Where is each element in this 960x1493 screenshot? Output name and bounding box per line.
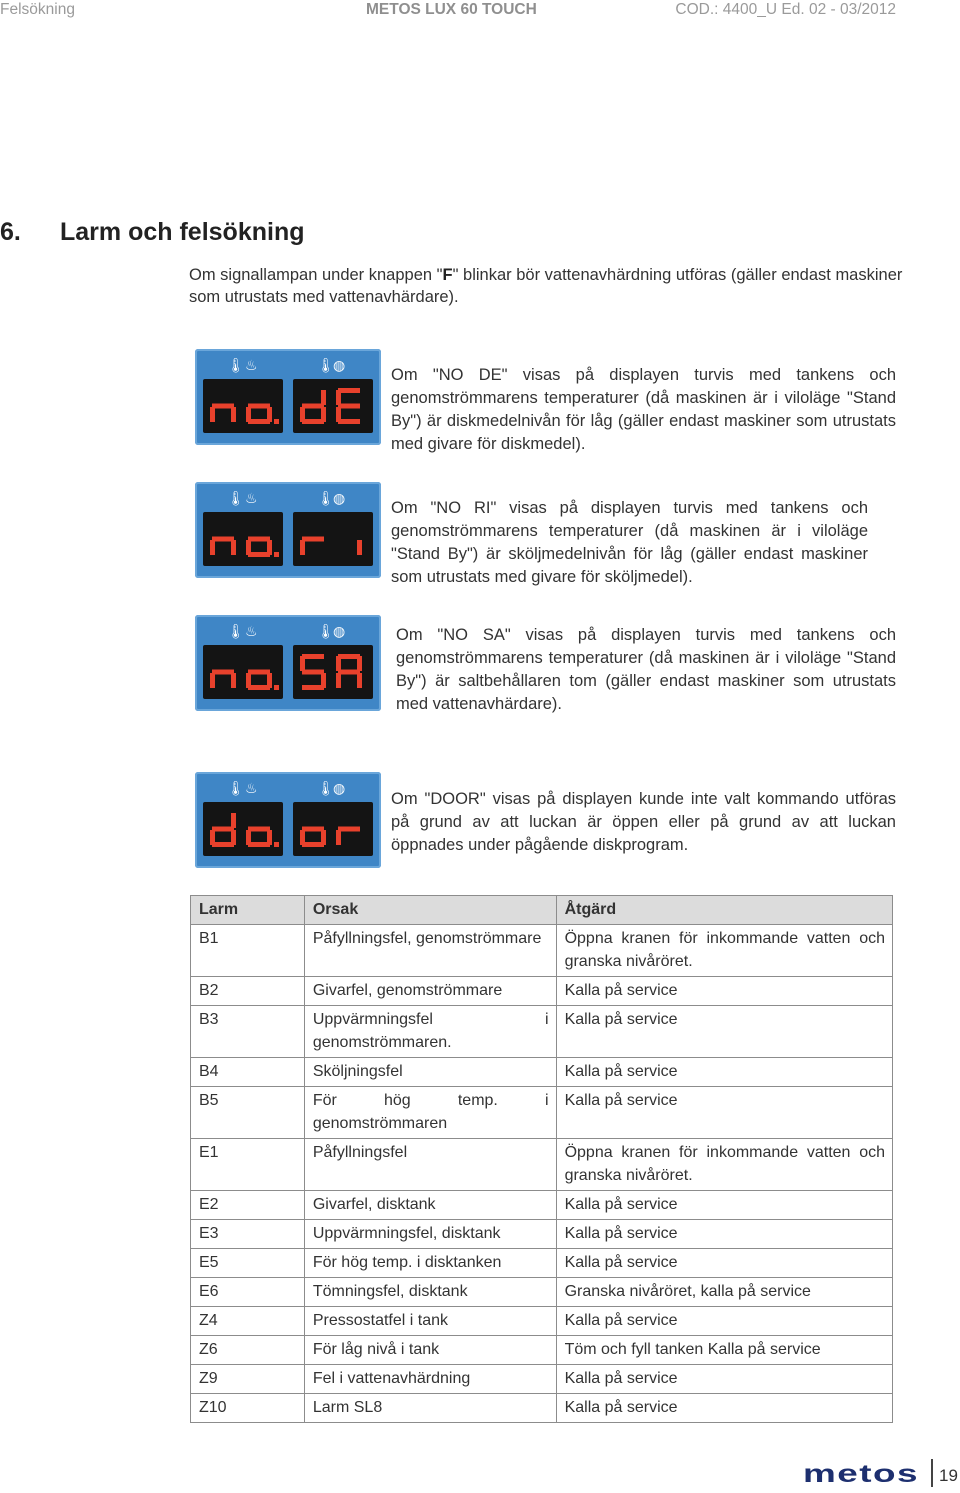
rinse-icon: ◍ [333, 780, 346, 796]
page-number: 19 [939, 1466, 958, 1485]
alarm-action: Kalla på service [556, 1058, 892, 1087]
column-header-alarm: Larm [191, 896, 305, 925]
footer-divider [931, 1459, 933, 1487]
header-code: COD.: 4400_U Ed. 02 - 03/2012 [675, 1, 896, 18]
column-header-cause: Orsak [304, 896, 556, 925]
display-panel-no-ri [195, 482, 381, 578]
table-row [191, 1278, 893, 1307]
alarm-cause: För hög temp. i genomströmmaren [304, 1087, 556, 1139]
table-row [191, 1139, 893, 1191]
segment-display-right [293, 379, 373, 433]
alarm-action: Kalla på service [556, 1220, 892, 1249]
thermometer-icon: 🌡 [227, 780, 245, 796]
alarm-action: Kalla på service [556, 1307, 892, 1336]
table-row [191, 1006, 893, 1058]
seven-segment-glyphs [203, 802, 283, 856]
alarm-code: B4 [191, 1058, 305, 1087]
wash-basin-icon: ♨ [245, 490, 258, 506]
thermometer-icon: 🌡 [317, 623, 335, 639]
alarm-action: Töm och fyll tanken Kalla på service [556, 1336, 892, 1365]
column-header-action: Åtgärd [556, 896, 892, 925]
table-header-row [191, 896, 893, 925]
alarm-table-body [191, 925, 893, 1423]
alarm-code: E5 [191, 1249, 305, 1278]
wash-basin-icon: ♨ [245, 357, 258, 373]
seven-segment-glyphs [293, 802, 373, 856]
section-title: Larm och felsökning [60, 218, 305, 246]
thermometer-icon: 🌡 [317, 490, 335, 506]
alarm-code: E2 [191, 1191, 305, 1220]
alarm-code: Z9 [191, 1365, 305, 1394]
segment-display-left [203, 802, 283, 856]
section-number: 6. [0, 218, 21, 246]
panel-description: Om "NO RI" visas på displayen turvis med tankens och genomströmmarens temperaturer (då maskinen är i viloläge "Stand By") är sköljmedelnivån för låg (gäller endast maskiner som utrustats med givare för sköljmedel). [391, 499, 868, 586]
table-row [191, 1336, 893, 1365]
alarm-cause: Uppvärmningsfel, disktank [304, 1220, 556, 1249]
alarm-table [190, 895, 893, 1423]
thermometer-icon: 🌡 [227, 623, 245, 639]
thermometer-icon: 🌡 [227, 357, 245, 373]
segment-display-right [293, 512, 373, 566]
panel-description: Om "NO SA" visas på displayen turvis med tankens och genomströmmarens temperaturer (då maskinen är i viloläge "Stand By") är saltbehållaren tom (gäller endast maskiner som utrustats med vattenavhärdare). [396, 626, 896, 713]
key-f: F [442, 266, 453, 284]
intro-paragraph: Om signallampan under knappen "F" blinkar bör vattenavhärdning utföras (gäller endast maskiner som utrustats med vattenavhärdare). [189, 266, 903, 306]
rinse-icon: ◍ [333, 490, 346, 506]
section-heading [0, 215, 304, 249]
seven-segment-glyphs [203, 645, 283, 699]
table-row [191, 1191, 893, 1220]
alarm-action: Kalla på service [556, 1087, 892, 1139]
segment-display-left [203, 379, 283, 433]
alarm-code: B1 [191, 925, 305, 977]
alarm-code: B5 [191, 1087, 305, 1139]
alarm-cause: Givarfel, genomströmmare [304, 977, 556, 1006]
alarm-code: Z4 [191, 1307, 305, 1336]
alarm-cause: Uppvärmningsfel i genomströmmaren. [304, 1006, 556, 1058]
seven-segment-glyphs [203, 379, 283, 433]
segment-display-left [203, 512, 283, 566]
alarm-code: E6 [191, 1278, 305, 1307]
header-product: METOS LUX 60 TOUCH [366, 1, 537, 18]
seven-segment-glyphs [293, 379, 373, 433]
alarm-action: Kalla på service [556, 977, 892, 1006]
seven-segment-glyphs [203, 512, 283, 566]
alarm-action: Öppna kranen för inkommande vatten och granska nivåröret. [556, 1139, 892, 1191]
table-row [191, 1058, 893, 1087]
alarm-action: Öppna kranen för inkommande vatten och granska nivåröret. [556, 925, 892, 977]
table-row [191, 925, 893, 977]
thermometer-icon: 🌡 [317, 357, 335, 373]
alarm-cause: Fel i vattenavhärdning [304, 1365, 556, 1394]
segment-display-right [293, 802, 373, 856]
seven-segment-glyphs [293, 645, 373, 699]
alarm-cause: För hög temp. i disktanken [304, 1249, 556, 1278]
table-row [191, 1307, 893, 1336]
alarm-action: Kalla på service [556, 1394, 892, 1423]
table-row [191, 1394, 893, 1423]
alarm-action: Granska nivåröret, kalla på service [556, 1278, 892, 1307]
alarm-action: Kalla på service [556, 1365, 892, 1394]
header-section: Felsökning [0, 1, 75, 18]
alarm-cause: Givarfel, disktank [304, 1191, 556, 1220]
rinse-icon: ◍ [333, 357, 346, 373]
display-panel-no-de [195, 349, 381, 445]
wash-basin-icon: ♨ [245, 623, 258, 639]
seven-segment-glyphs [293, 512, 373, 566]
rinse-icon: ◍ [333, 623, 346, 639]
wash-basin-icon: ♨ [245, 780, 258, 796]
alarm-cause: Pressostatfel i tank [304, 1307, 556, 1336]
table-row [191, 1249, 893, 1278]
alarm-cause: För låg nivå i tank [304, 1336, 556, 1365]
panel-description: Om "DOOR" visas på displayen kunde inte valt kommando utföras på grund av att luckan är öppen eller på grund av att luckan öppnades under pågående diskprogram. [391, 790, 896, 854]
metos-logo [803, 1462, 921, 1486]
segment-display-left [203, 645, 283, 699]
table-row [191, 1365, 893, 1394]
panel-description: Om "NO DE" visas på displayen turvis med tankens och genomströmmarens temperaturer (då maskinen är i viloläge "Stand By") är diskmedelnivån för låg (gäller endast maskiner som utrustats med givare för diskmedel). [391, 366, 896, 453]
alarm-code: E3 [191, 1220, 305, 1249]
alarm-action: Kalla på service [556, 1249, 892, 1278]
alarm-cause: Sköljningsfel [304, 1058, 556, 1087]
alarm-cause: Larm SL8 [304, 1394, 556, 1423]
alarm-code: Z10 [191, 1394, 305, 1423]
alarm-cause: Påfyllningsfel [304, 1139, 556, 1191]
alarm-action: Kalla på service [556, 1006, 892, 1058]
alarm-code: Z6 [191, 1336, 305, 1365]
alarm-code: B2 [191, 977, 305, 1006]
alarm-code: E1 [191, 1139, 305, 1191]
alarm-cause: Tömningsfel, disktank [304, 1278, 556, 1307]
thermometer-icon: 🌡 [317, 780, 335, 796]
segment-display-right [293, 645, 373, 699]
alarm-cause: Påfyllningsfel, genomströmmare [304, 925, 556, 977]
display-panel-door [195, 772, 381, 868]
alarm-code: B3 [191, 1006, 305, 1058]
alarm-action: Kalla på service [556, 1191, 892, 1220]
display-panel-no-sa [195, 615, 381, 711]
logo-text: metos [803, 1462, 919, 1486]
table-row [191, 1087, 893, 1139]
thermometer-icon: 🌡 [227, 490, 245, 506]
table-row [191, 1220, 893, 1249]
table-row [191, 977, 893, 1006]
